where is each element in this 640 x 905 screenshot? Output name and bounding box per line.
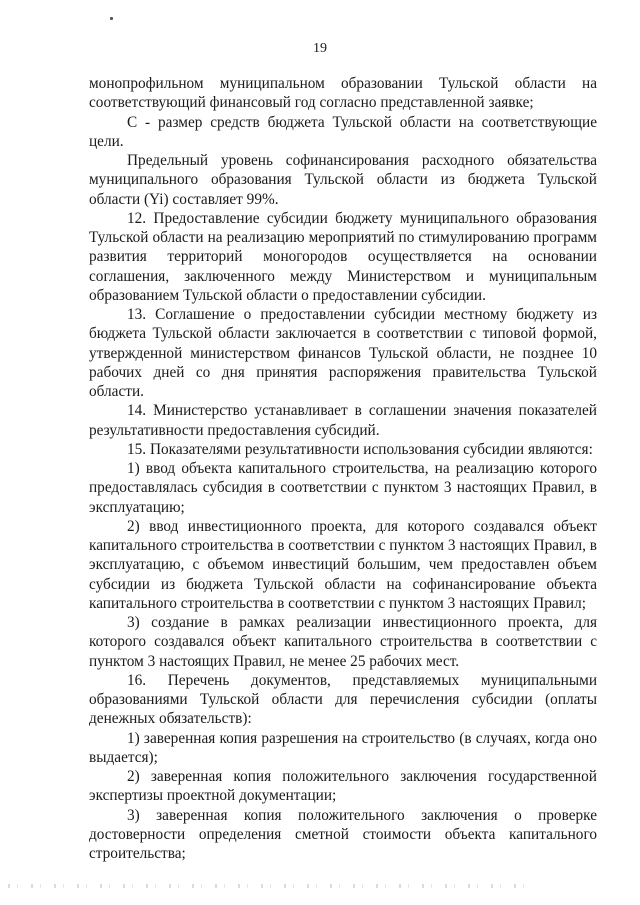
- paragraph-cofinancing-level: Предельный уровень софинансирования расходного обязательства муниципального образования Тульской области из бюджета Тульской области (Yi) составляет 99%.: [89, 152, 597, 208]
- list-item-16-1: 1) заверенная копия разрешения на строительство (в случаях, когда оно выдается);: [89, 729, 597, 766]
- paragraph-12: 12. Предоставление субсидии бюджету муниципального образования Тульской области на реализацию мероприятий по стимулированию программ развития территорий моногородов осуществляется на основании соглашения, заключенного между Министерством и муниципальным образованием Тульской области о предоставлении субсидии.: [89, 209, 597, 304]
- scan-noise: [8, 884, 528, 888]
- list-item-15-3: 3) создание в рамках реализации инвестиционного проекта, для которого создавался объект капитального строительства в соответствии с пунктом 3 настоящих Правил, не менее 25 рабочих мест.: [89, 614, 597, 670]
- paragraph-c-definition: С - размер средств бюджета Тульской области на соответствующие цели.: [89, 113, 597, 150]
- scan-speck: [110, 17, 113, 20]
- list-item-15-2: 2) ввод инвестиционного проекта, для которого создавался объект капитального строительства в соответствии с пунктом 3 настоящих Правил, в эксплуатацию, с объемом инвестиций большим, чем предоставлен объем субсидии из бюджета Тульской области на софинансирование объекта капитального строительства в соответствии с пунктом 3 настоящих Правил;: [89, 517, 597, 612]
- paragraph-16: 16. Перечень документов, представляемых муниципальными образованиями Тульской области для перечисления субсидии (оплаты денежных обязательств):: [89, 671, 597, 728]
- paragraph-13: 13. Соглашение о предоставлении субсидии местному бюджету из бюджета Тульской области заключается в соответствии с типовой формой, утвержденной министерством финансов Тульской области, не позднее 10 рабочих дней со дня принятия распоряжения правительства Тульской области.: [89, 306, 597, 400]
- list-item-15-1: 1) ввод объекта капитального строительства, на реализацию которого предоставлялась субсидия в соответствии с пунктом 3 настоящих Правил, в эксплуатацию;: [89, 460, 597, 516]
- paragraph-15: 15. Показателями результативности использования субсидии являются:: [127, 440, 593, 458]
- list-item-16-2: 2) заверенная копия положительного заключения государственной экспертизы проектной документации;: [89, 768, 597, 805]
- list-item-16-3: 3) заверенная копия положительного заключения о проверке достоверности определения сметной стоимости объекта капитального строительства;: [89, 806, 597, 862]
- page-number: 19: [313, 41, 327, 56]
- paragraph-14: 14. Министерство устанавливает в соглашении значения показателей результативности предоставления субсидий.: [89, 402, 597, 439]
- body-text: [89, 74, 597, 863]
- paragraph-continuation: монопрофильном муниципальном образовании Тульской области на соответствующий финансовый год согласно представленной заявке;: [89, 75, 597, 112]
